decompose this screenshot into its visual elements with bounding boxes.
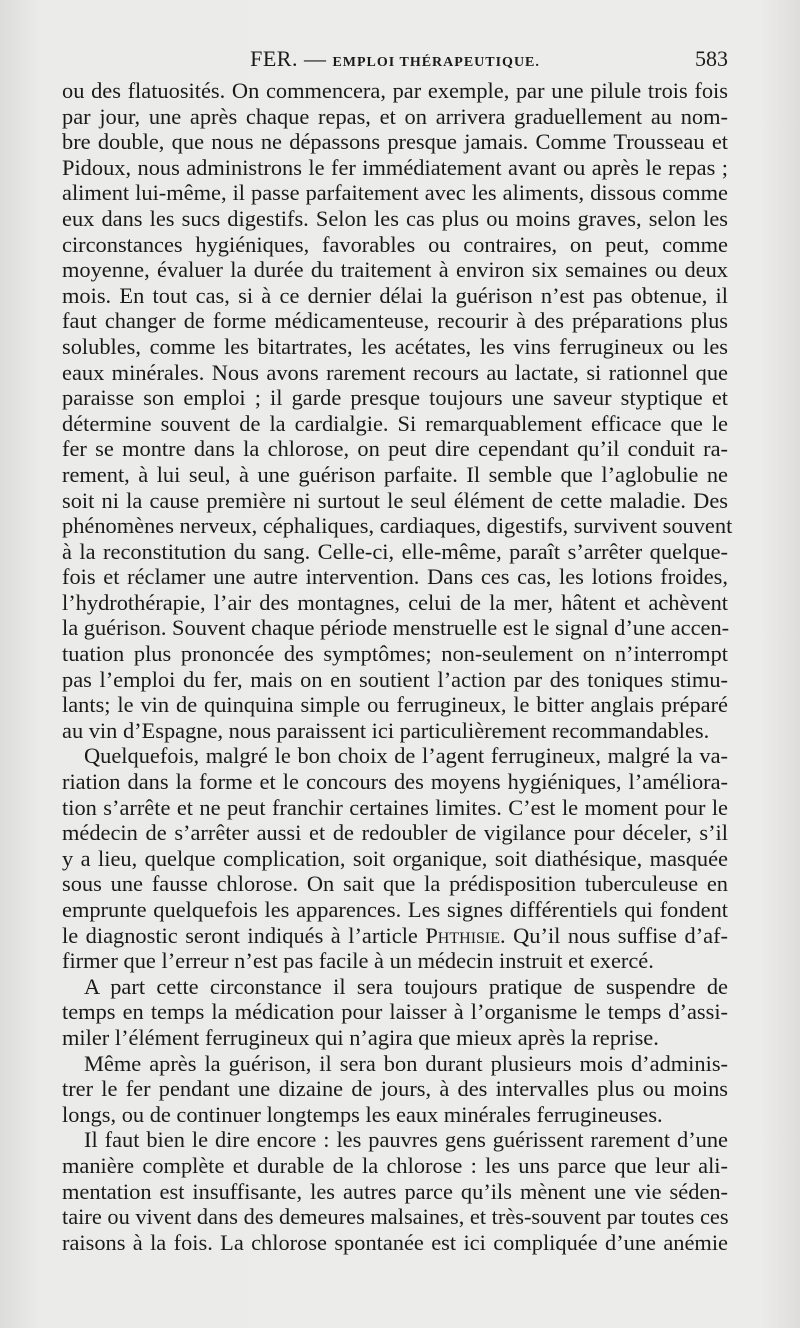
text-line <box>62 897 728 923</box>
running-title <box>62 44 728 78</box>
text-line <box>62 513 733 539</box>
text-line-content: Quelquefois, malgré le bon choix de l’agent ferrugineux, malgré la va- <box>84 743 728 769</box>
text-line <box>62 948 728 974</box>
text-line <box>62 129 728 155</box>
text-line <box>62 820 728 846</box>
text-line <box>62 206 728 232</box>
text-line-content: firmer que l’erreur n’est pas facile à un médecin instruit et exercé. <box>62 948 654 974</box>
text-line <box>62 795 728 821</box>
text-line-content: circonstances hygiéniques, favorables ou contraires, on peut, comme <box>62 231 728 257</box>
page-number: 583 <box>695 46 728 71</box>
text-line <box>62 360 728 386</box>
text-line <box>62 667 728 693</box>
text-line-content: solubles, comme les bitartrates, les acétates, les vins ferrugineux ou les <box>62 333 728 359</box>
text-line-content: tuation plus prononcée des symptômes; non-seulement on n’interrompt <box>62 641 728 667</box>
text-line <box>62 1051 728 1077</box>
text-line <box>62 590 728 616</box>
text-line <box>62 1127 728 1153</box>
text-line <box>62 385 728 411</box>
text-line-content: Pidoux, nous administrons le fer immédiatement avant ou après le repas ; <box>62 154 728 180</box>
text-line <box>62 462 728 488</box>
text-line-content: eux dans les sucs digestifs. Selon les cas plus ou moins graves, selon les <box>62 205 728 231</box>
text-line <box>62 257 728 283</box>
text-line <box>62 334 728 360</box>
running-title-dash: — <box>297 46 333 71</box>
text-line <box>62 488 728 514</box>
text-line <box>62 411 728 437</box>
text-line-content: bre double, que nous ne dépassons presque jamais. Comme Trousseau et <box>62 129 728 155</box>
text-line-content: pas l’emploi du fer, mais on en soutient l’action par des toniques stimu- <box>62 666 728 692</box>
text-line <box>62 564 728 590</box>
text-line-content: ou des flatuosités. On commencera, par exemple, par une pilule trois fois <box>62 78 728 103</box>
text-line <box>62 283 728 309</box>
text-line-content: le diagnostic seront indiqués à l’article <box>62 922 426 948</box>
text-line <box>62 308 728 334</box>
text-line-content: l’hydrothérapie, l’air des montagnes, celui de la mer, hâtent et achèvent <box>62 589 728 615</box>
text-line-content: mois. En tout cas, si à ce dernier délai la guérison n’est pas obtenue, il <box>62 282 728 308</box>
text-line-continuation: . Qu’il nous suffise d’af- <box>500 922 728 948</box>
text-line-content: temps en temps la médication pour laisser à l’organisme le temps d’assi- <box>62 999 728 1025</box>
text-line-content: riation dans la forme et le concours des moyens hygiéniques, l’améliora- <box>62 769 728 795</box>
text-line <box>62 846 728 872</box>
text-line <box>62 155 728 181</box>
text-line <box>62 718 728 744</box>
text-line-content: à la reconstitution du sang. Celle-ci, elle-même, paraît s’arrêter quelque- <box>62 538 728 564</box>
text-line-content: médecin de s’arrêter aussi et de redoubler de vigilance pour déceler, s’il <box>62 820 728 846</box>
text-line-content: longs, ou de continuer longtemps les eaux minérales ferrugineuses. <box>62 1101 663 1127</box>
text-line <box>62 974 728 1000</box>
text-line-content: y a lieu, quelque complication, soit organique, soit diathésique, masquée <box>62 845 728 871</box>
text-line-content: manière complète et durable de la chlorose : les uns parce que leur ali- <box>62 1152 728 1178</box>
text-line <box>62 539 728 565</box>
text-line-content: fois et réclamer une autre intervention. Dans ces cas, les lotions froides, <box>62 564 728 590</box>
text-line <box>62 1179 728 1205</box>
running-title-sub: EMPLOI THÉRAPEUTIQUE. <box>332 55 540 70</box>
body-text <box>62 78 733 1255</box>
text-line <box>62 1025 728 1051</box>
text-line <box>62 743 728 769</box>
text-line-content: rement, à lui seul, à une guérison parfaite. Il semble que l’aglobulie ne <box>62 461 728 487</box>
article-reference: Phthisie <box>425 922 501 948</box>
text-line-content: trer le fer pendant une dizaine de jours, à des intervalles plus ou moins <box>62 1076 728 1102</box>
text-line <box>62 692 728 718</box>
text-line-content: sous une fausse chlorose. On sait que la prédisposition tuberculeuse en <box>62 871 728 897</box>
text-line-content: Même après la guérison, il sera bon durant plusieurs mois d’adminis- <box>84 1050 728 1076</box>
text-line <box>62 769 728 795</box>
text-line-content: Il faut bien le dire encore : les pauvres gens guérissent rarement d’une <box>84 1127 728 1153</box>
text-line <box>62 871 728 897</box>
text-line <box>62 180 728 206</box>
text-line <box>62 1230 728 1256</box>
text-line-content: la guérison. Souvent chaque période menstruelle est le signal d’une accen- <box>62 615 730 641</box>
text-line-content: A part cette circonstance il sera toujours pratique de suspendre de <box>84 973 728 999</box>
text-line-content: phénomènes nerveux, céphaliques, cardiaques, digestifs, survivent souvent <box>62 513 733 539</box>
text-line-content: tion s’arrête et ne peut franchir certaines limites. C’est le moment pour le <box>62 794 728 820</box>
text-line-content: par jour, une après chaque repas, et on arrivera graduellement au nom- <box>62 103 728 129</box>
text-line-content: aliment lui-même, il passe parfaitement avec les aliments, dissous comme <box>62 180 728 206</box>
text-line <box>62 104 728 130</box>
text-line <box>62 923 728 949</box>
text-line-content: eaux minérales. Nous avons rarement recours au lactate, si rationnel que <box>62 359 728 385</box>
text-line <box>62 641 728 667</box>
text-line <box>62 999 728 1025</box>
text-line-content: détermine souvent de la cardialgie. Si remarquablement efficace que le <box>62 410 728 436</box>
text-line-content: emprunte quelquefois les apparences. Les signes différentiels qui fondent <box>62 897 728 922</box>
text-line <box>62 1153 728 1179</box>
text-line-content: au vin d’Espagne, nous paraissent ici particulièrement recommandables. <box>62 717 710 743</box>
text-line <box>62 436 728 462</box>
text-line-content: faut changer de forme médicamenteuse, recourir à des préparations plus <box>62 308 728 334</box>
text-line-content: soit ni la cause première ni surtout le seul élément de cette maladie. Des <box>62 487 728 513</box>
text-line <box>62 615 728 641</box>
text-line-content: fer se montre dans la chlorose, on peut dire cependant qu’il conduit ra- <box>62 436 728 462</box>
text-line-content: miler l’élément ferrugineux qui n’agira que mieux après la reprise. <box>62 1024 659 1050</box>
text-line <box>62 232 728 258</box>
text-line-content: raisons à la fois. La chlorose spontanée est ici compliquée d’une anémie <box>62 1229 728 1255</box>
text-line-content: moyenne, évaluer la durée du traitement à environ six semaines ou deux <box>62 257 728 283</box>
text-line <box>62 1204 728 1230</box>
text-line-content: mentation est insuffisante, les autres parce qu’ils mènent une vie séden- <box>62 1178 728 1204</box>
text-line <box>62 1076 728 1102</box>
text-line <box>62 78 728 104</box>
text-line-content: paraisse son emploi ; il garde presque toujours une saveur styptique et <box>62 385 728 411</box>
running-title-main: FER. <box>250 46 298 71</box>
text-line-content: taire ou vivent dans des demeures malsaines, et très-souvent par toutes ces <box>62 1204 729 1230</box>
text-line <box>62 1102 728 1128</box>
text-line-content: lants; le vin de quinquina simple ou ferrugineux, le bitter anglais préparé <box>62 692 728 718</box>
running-header <box>62 44 728 74</box>
